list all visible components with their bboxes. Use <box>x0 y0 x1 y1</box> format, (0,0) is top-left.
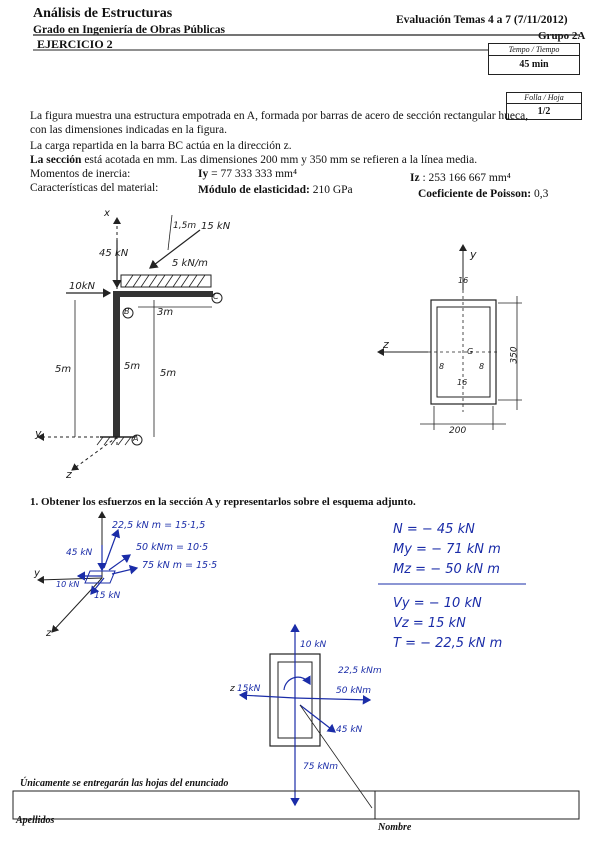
degree-name: Grado en Ingeniería de Obras Públicas <box>33 24 225 36</box>
question-text: 1. Obtener los esfuerzos en la sección A y representarlos sobre el esquema adjunto. <box>30 496 416 508</box>
iy-value: = 77 333 333 mm⁴ <box>211 168 297 180</box>
section-word: La sección <box>30 154 82 166</box>
material-label: Características del material: <box>30 182 159 194</box>
iz-label: Iz <box>410 172 420 184</box>
point-c-label: C <box>213 292 219 301</box>
force-10-label: 10 kN <box>56 580 80 589</box>
section-sketch <box>240 625 372 808</box>
section-t-bottom: 16 <box>457 378 468 387</box>
section-z-label: z <box>383 338 389 351</box>
dim-5a-label: 5m <box>55 364 72 375</box>
footer-note: Únicamente se entregarán las hojas del enunciado <box>20 778 229 789</box>
statement-line-1: La figura muestra una estructura empotrada en A, formada por barras de acero de sección rectangular hueca, <box>30 110 529 122</box>
iy-label: Iy <box>198 168 209 180</box>
time-label: Tempo / Tiempo <box>489 44 579 56</box>
moment-75-label: 75 kN m = 15·5 <box>142 560 218 571</box>
evaluation-title: Evaluación Temas 4 a 7 (7/11/2012) <box>396 14 568 26</box>
force-15-label: 15 kN <box>94 591 121 601</box>
group-label: Grupo 2A <box>538 30 586 42</box>
section-t-left: 8 <box>439 362 445 371</box>
sec-force-15-label: 15kN <box>237 684 261 694</box>
elastic-label: Módulo de elasticidad: <box>198 184 310 196</box>
section-width-label: 200 <box>449 426 467 436</box>
sheet-value: 1/2 <box>537 106 551 117</box>
section-g-label: G <box>467 347 474 356</box>
result-n: N = − 45 kN <box>393 522 475 537</box>
beam-bc <box>113 291 213 297</box>
time-value: 45 min <box>519 59 549 70</box>
load-45-label: 45 kN <box>99 248 129 259</box>
dim-15-label: 1,5m <box>173 221 197 231</box>
z-axis-label: z <box>66 468 72 481</box>
result-vz: Vz = 15 kN <box>393 616 466 631</box>
sec-force-45-label: 45 kN <box>336 725 363 735</box>
sec-moment-50-label: 50 kNm <box>336 686 372 696</box>
result-my: My = − 71 kN m <box>393 542 501 557</box>
sec-force-10-label: 10 kN <box>300 640 327 650</box>
y-axis-label: y <box>35 427 42 440</box>
result-t: T = − 22,5 kN m <box>393 636 503 651</box>
section-note: está acotada en mm. Las dimensiones 200 mm y 350 mm se refieren a la línea media. <box>84 154 478 166</box>
dim-3-label: 3m <box>157 307 174 318</box>
sketch-y-label: y <box>34 568 40 579</box>
poisson-value: 0,3 <box>533 188 549 200</box>
statement-line-2: con las dimensiones indicadas en la figura. <box>30 124 228 136</box>
x-axis-label: x <box>104 208 110 219</box>
moments-label: Momentos de inercia: <box>30 168 131 180</box>
sketch-z-label: z <box>46 628 52 639</box>
sec-moment-22-label: 22,5 kNm <box>338 666 382 676</box>
result-mz: Mz = − 50 kN m <box>393 562 500 577</box>
elastic-value: 210 GPa <box>312 184 353 196</box>
load-10-label: 10kN <box>69 281 95 292</box>
dim-5c-label: 5m <box>160 368 177 379</box>
structure-figure <box>38 215 222 470</box>
cross-section <box>378 245 522 430</box>
dist-load-label: 5 kN/m <box>172 258 208 269</box>
column-ab <box>113 291 120 437</box>
sheet-label: Folla / Hoja <box>507 93 581 104</box>
iz-value: : 253 166 667 mm⁴ <box>422 172 511 184</box>
section-y-label: y <box>470 248 477 261</box>
exercise-title: EJERCICIO 2 <box>37 37 113 51</box>
name-label: Nombre <box>378 822 412 833</box>
name-box <box>13 791 579 819</box>
section-t-right: 8 <box>479 362 485 371</box>
moment-22-label: 22,5 kN m = 15·1,5 <box>112 520 206 531</box>
course-title: Análisis de Estructuras <box>33 6 173 21</box>
moment-50-label: 50 kNm = 10·5 <box>136 542 209 553</box>
load-15-label: 15 kN <box>201 221 231 232</box>
result-vy: Vy = − 10 kN <box>393 596 482 611</box>
section-height-label: 350 <box>509 346 520 364</box>
statement-line-3: La carga repartida en la barra BC actúa en la dirección z. <box>30 140 292 152</box>
sec-z-label: z <box>230 684 235 694</box>
point-b-label: B <box>124 307 130 316</box>
sec-moment-75-label: 75 kNm <box>303 762 339 772</box>
surname-label: Apellidos <box>16 815 55 826</box>
dim-5b-label: 5m <box>124 361 141 372</box>
section-t-top: 16 <box>458 276 469 285</box>
poisson-label: Coeficiente de Poisson: <box>418 188 532 200</box>
point-a-label: A <box>133 434 139 443</box>
force-45-label: 45 kN <box>66 548 93 558</box>
